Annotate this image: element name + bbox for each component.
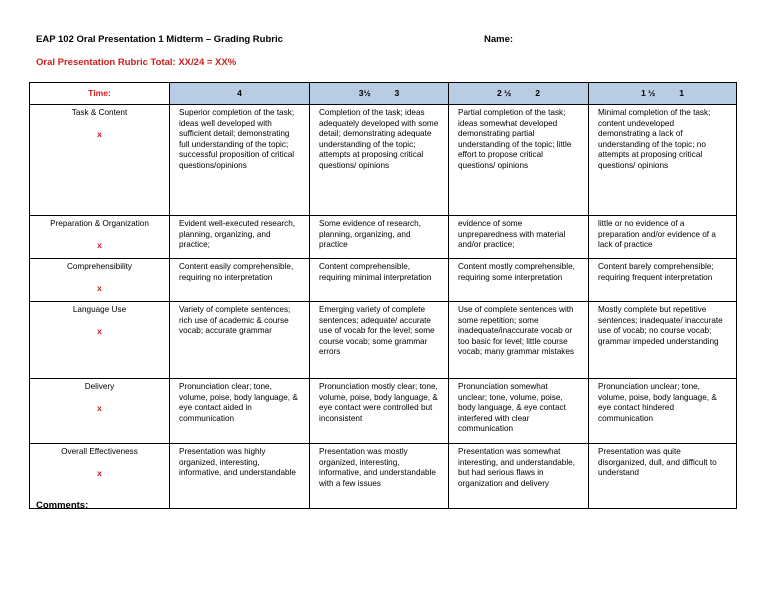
score-mark: x [97,325,102,336]
criteria-cell: Mostly complete but repetitive sentences; inadequate/ inaccurate use of vocab; no course vocab; grammar impeded understanding [589,302,737,379]
document-title: EAP 102 Oral Presentation 1 Midterm – Grading Rubric [36,34,283,45]
table-row [30,444,737,509]
category-label: Delivery [84,382,115,391]
rubric-table [29,82,737,509]
score-mark: x [97,282,102,293]
comments-label: Comments: [36,500,89,511]
score-mark: x [97,467,102,478]
score-header-4: 4 [170,83,310,105]
category-label: Language Use [72,305,127,314]
criteria-cell: Some evidence of research, planning, organizing, and practice [310,216,449,259]
rubric-total: Oral Presentation Rubric Total: XX/24 = XX% [36,57,237,68]
table-row [30,216,737,259]
criteria-cell: Superior completion of the task; ideas well developed with sufficient detail; demonstrating full understanding of the topic; successful proposition of critical questions/opinions [170,105,310,216]
name-label: Name: [484,34,514,45]
criteria-cell: Completion of the task; ideas adequately developed with some detail; demonstrating adequate understanding of the topic; attempts at proposing critical questions/ opinions [310,105,449,216]
table-row [30,379,737,444]
criteria-cell: Content easily comprehensible, requiring no interpretation [170,259,310,302]
criteria-cell: Variety of complete sentences; rich use of academic & course vocab; accurate grammar [170,302,310,379]
header-row [30,83,737,105]
criteria-cell: Pronunciation somewhat unclear; tone, volume, poise, body language, & eye contact interfered with clear communication [449,379,589,444]
category-cell [30,444,170,509]
criteria-cell: Emerging variety of complete sentences; adequate/ accurate use of vocab for the level; some course vocab; some grammar errors [310,302,449,379]
category-cell [30,379,170,444]
criteria-cell: Partial completion of the task; ideas somewhat developed demonstrating partial understanding of the topic; little effort to propose critical questions/ opinions [449,105,589,216]
table-row [30,302,737,379]
score-header-3: 3½ 3 [310,83,449,105]
criteria-cell: Presentation was quite disorganized, dull, and difficult to understand [589,444,737,509]
criteria-cell: Use of complete sentences with some repetition; some inadequate/inaccurate vocab or too basic for level; little course vocab; many grammar mistakes [449,302,589,379]
criteria-cell: Pronunciation clear; tone, volume, poise, body language, & eye contact aided in communication [170,379,310,444]
criteria-cell: Pronunciation mostly clear; tone, volume, poise, body language, & eye contact were controlled but inconsistent [310,379,449,444]
criteria-cell: Minimal completion of the task; content undeveloped demonstrating a lack of understanding of the topic; no attempts at proposing critical questions/ opinions [589,105,737,216]
score-mark: x [97,128,102,139]
table-row [30,259,737,302]
criteria-cell: evidence of some unpreparedness with material and/or practice; [449,216,589,259]
score-mark: x [97,402,102,413]
criteria-cell: Evident well-executed research, planning, organizing, and practice; [170,216,310,259]
category-cell [30,216,170,259]
criteria-cell: Content mostly comprehensible, requiring some interpretation [449,259,589,302]
score-mark: x [97,239,102,250]
criteria-cell: little or no evidence of a preparation and/or evidence of a lack of practice [589,216,737,259]
category-cell [30,105,170,216]
category-cell [30,302,170,379]
category-label: Overall Effectiveness [61,447,138,456]
criteria-cell: Content comprehensible, requiring minimal interpretation [310,259,449,302]
category-cell [30,259,170,302]
criteria-cell: Presentation was somewhat interesting, and understandable, but had serious flaws in organization and delivery [449,444,589,509]
score-header-1: 1 ½ 1 [589,83,737,105]
criteria-cell: Pronunciation unclear; tone, volume, poise, body language, & eye contact hindered communication [589,379,737,444]
table-row [30,105,737,216]
criteria-cell: Presentation was highly organized, interesting, informative, and understandable [170,444,310,509]
category-label: Comprehensibility [66,262,133,271]
criteria-cell: Content barely comprehensible; requiring frequent interpretation [589,259,737,302]
criteria-cell: Presentation was mostly organized, interesting, informative, and understandable with a few issues [310,444,449,509]
category-label: Task & Content [71,108,128,117]
time-header: Time: [30,83,170,105]
category-label: Preparation & Organization [50,219,149,228]
score-header-2: 2 ½ 2 [449,83,589,105]
